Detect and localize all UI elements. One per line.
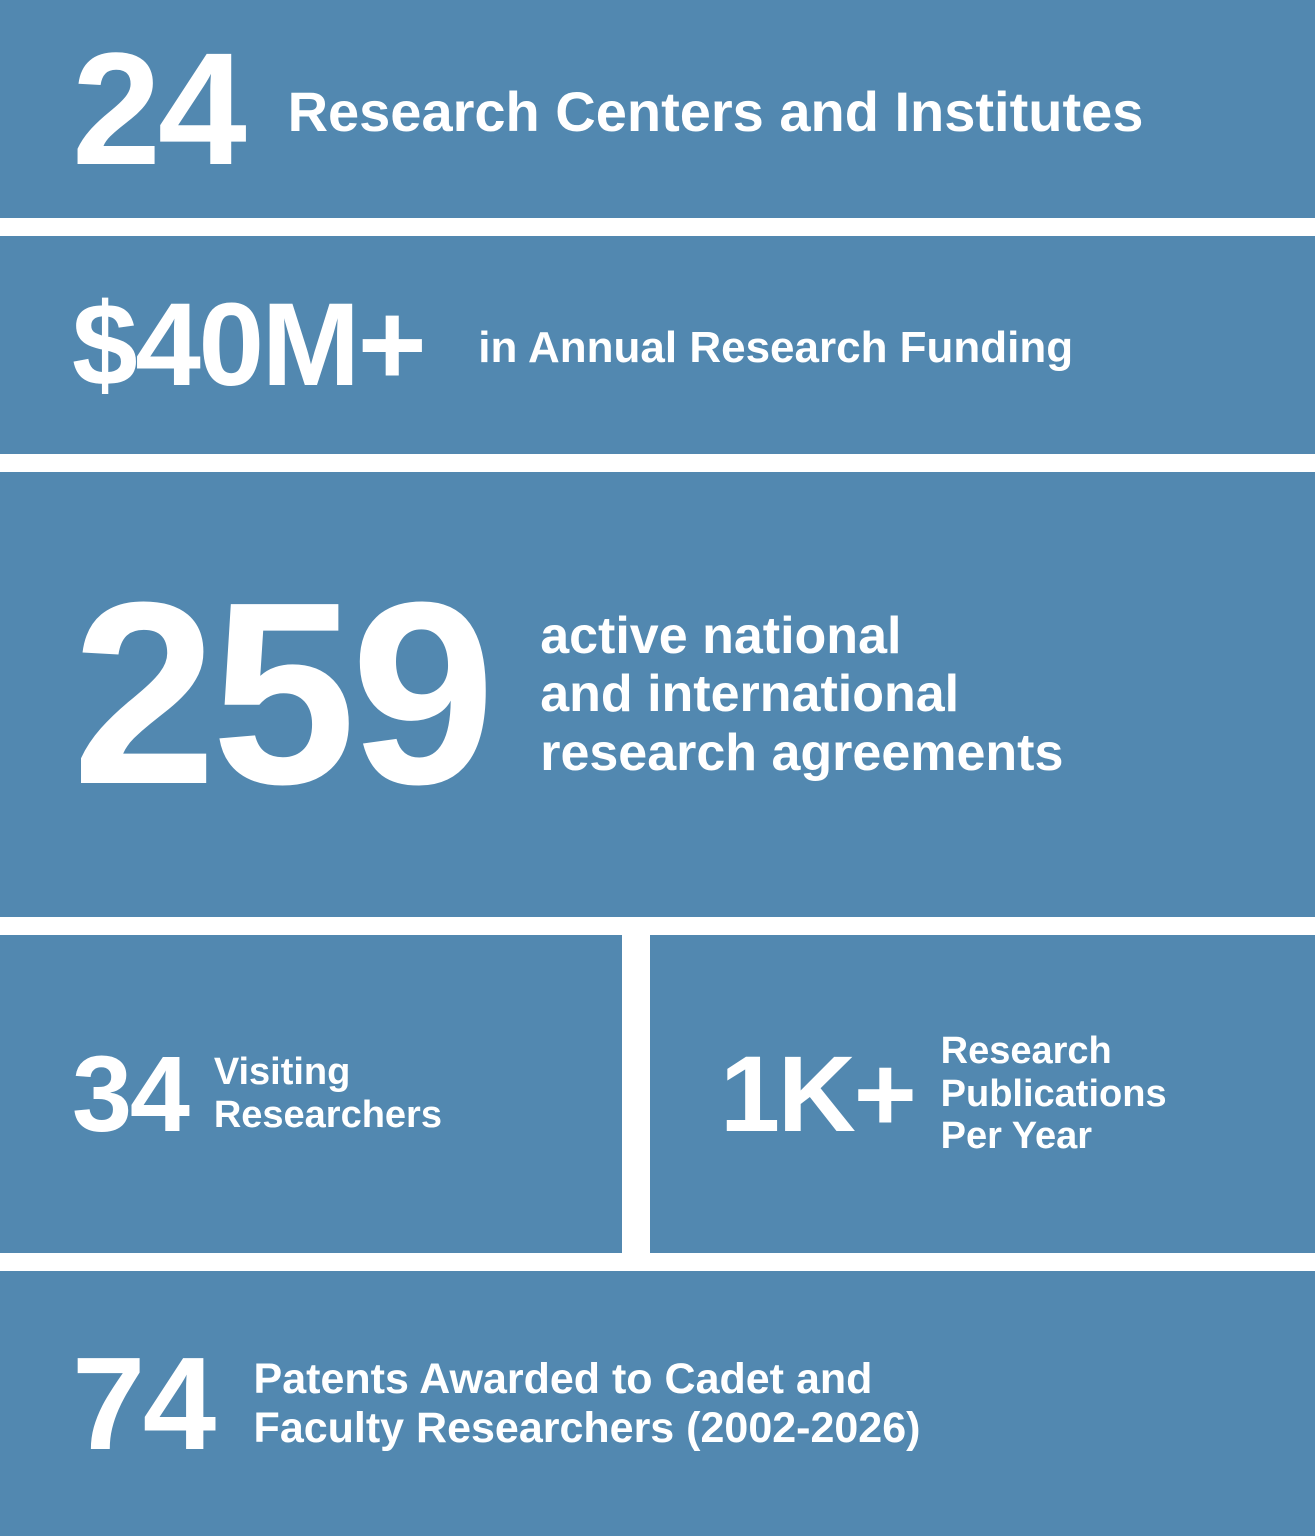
divider — [0, 454, 1315, 472]
stat-card-research-publications — [650, 935, 1315, 1253]
stat-number: 34 — [72, 1032, 188, 1154]
stat-card-annual-funding — [0, 236, 1315, 454]
stat-label-line: Research — [940, 1030, 1112, 1073]
stat-label-line: and international — [540, 665, 960, 724]
stat-label-line: Patents Awarded to Cadet and — [253, 1355, 873, 1404]
divider — [0, 218, 1315, 236]
stat-label: in Annual Research Funding — [478, 323, 1074, 373]
stat-label-line: Publications — [940, 1072, 1167, 1115]
stat-card-patents-awarded — [0, 1271, 1315, 1536]
stat-label — [254, 1355, 921, 1451]
stat-number: 24 — [72, 19, 244, 198]
divider — [0, 917, 1315, 935]
divider — [0, 1253, 1315, 1271]
stat-number: 74 — [72, 1329, 214, 1477]
stat-label — [214, 1051, 442, 1136]
stat-label-line: Visiting — [213, 1051, 351, 1094]
stat-label-line: Researchers — [213, 1094, 442, 1136]
stat-card-research-agreements — [0, 472, 1315, 917]
stat-number: $40M+ — [72, 278, 425, 411]
stat-card-research-centers — [0, 0, 1315, 218]
stat-card-row — [0, 935, 1315, 1253]
stat-label — [941, 1030, 1167, 1158]
stat-label-line: Faculty Researchers (2002-2026) — [253, 1403, 921, 1452]
stat-label — [540, 607, 1063, 782]
stat-label-line: research agreements — [540, 723, 1064, 782]
stat-label-line: active national — [540, 607, 902, 666]
stat-number: 259 — [72, 549, 491, 839]
stat-label-line: Per Year — [940, 1115, 1093, 1158]
stat-card-visiting-researchers — [0, 935, 622, 1253]
stat-label: Research Centers and Institutes — [287, 79, 1144, 143]
stat-number: 1K+ — [720, 1032, 915, 1154]
divider — [622, 935, 650, 1253]
